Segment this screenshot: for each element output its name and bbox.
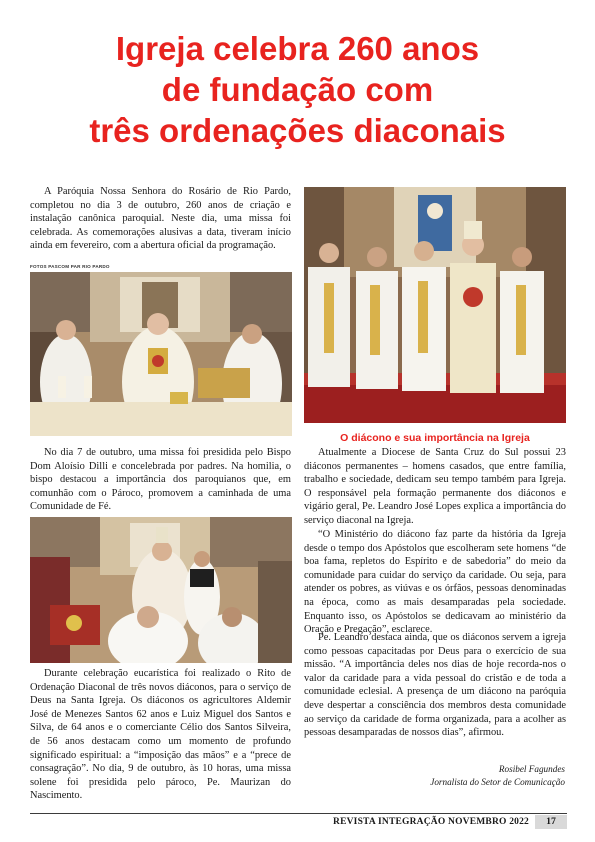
footer-rule [30,813,567,814]
pe-leandro-paragraph: Pe. Leandro destaca ainda, que os diáconos servem a igreja como pessoas capacitadas por Deus para o exercício de sua missão. “A importância deles nos dias de hoje recorda-nos o valor da caridade para a vida pessoal do cristão e de toda a comunidade eclesial. A presença de um diácono na paróquia deve despertar a consciência dos membros desta comunidade ao serviço da caridade de forma organizada, para a acolher as pessoas desamparadas de nossos dias”, afirmou. [304,632,566,739]
deacons-diocese-paragraph: Atualmente a Diocese de Santa Cruz do Sul possui 23 diáconos permanentes – homens casados, que entre família, trabalho e sociedade, dedicam seu tempo também para Igreja. O responsável pela formação permanente dos diáconos e vigário geral, Pe. Leandro José Lopes explica a importância do serviço diaconal na Igreja. [304,447,566,526]
mass-photo [30,272,292,436]
headline-line-2: de fundação com [161,71,434,108]
headline-line-1: Igreja celebra 260 anos [115,30,480,67]
ordination-paragraph: Durante celebração eucarística foi realizado o Rito de Ordenação Diaconal de três novos diáconos, para o serviço de Deus na Santa Igreja. Os diáconos os agricultores Aldemir José de Menezes Santos 62 anos e Luiz Miguel dos Santos e Silva, de 64 anos e o comerciante Célio dos Santos Silveira, de 56 anos destacam como um momento de profundo significado espiritual: a “imposição das mãos” e a “prece de consagração”. No dia, 9 de outubro, às 10 horas, uma missa solene foi presidida pelo pároco, Pe. Maurizan do Nascimento. [30,668,291,802]
article-headline [0,28,595,151]
intro-paragraph: A Paróquia Nossa Senhora do Rosário de Rio Pardo, completou no dia 3 de outubro, 260 anos de criação e instalação canônica paroquial. Neste dia, uma missa foi celebrada. As comemorações alusivas a data, tiveram início ainda em fevereiro, com a abertura oficial da programação. [30,186,291,252]
section-subheading: O diácono e sua importância na Igreja [340,432,530,444]
page-number: 17 [535,815,567,829]
headline-line-3: três ordenações diaconais [89,112,506,149]
author-role: Jornalista do Setor de Comunicação [430,777,565,787]
photo-credit: FOTOS PASCOM PAR RIO PARDO [30,264,110,269]
author-name: Rosibel Fagundes [498,764,565,774]
deacons-group-photo [304,187,566,423]
bishop-mass-paragraph: No dia 7 de outubro, uma missa foi presidida pelo Bispo Dom Aloísio Dilli e concelebrada por padres. Na homilia, o bispo destacou a importância dos paroquianos que, em comunhão com o Pároco, promovem a caminhada de uma Comunidade de Fé. [30,447,291,513]
ordination-photo [30,517,292,663]
footer-magazine: REVISTA INTEGRAÇÃO NOVEMBRO 2022 [333,817,529,827]
ministry-quote-paragraph: “O Ministério do diácono faz parte da história da Igreja desde o tempo dos Apóstolos que escolheram sete homens “de boa fama, repletos do Espírito e de sabedoria” do meio da comunidade para cuidar do serviço da caridade. Ou seja, para atender os pobres, as viúvas e os órfãos, pessoas denominadas na época, como as mais desamparadas pela sociedade. Enquanto isso, os Apóstolos se dedicavam ao ministério da Oração e Pregação”, esclarece. [304,529,566,636]
